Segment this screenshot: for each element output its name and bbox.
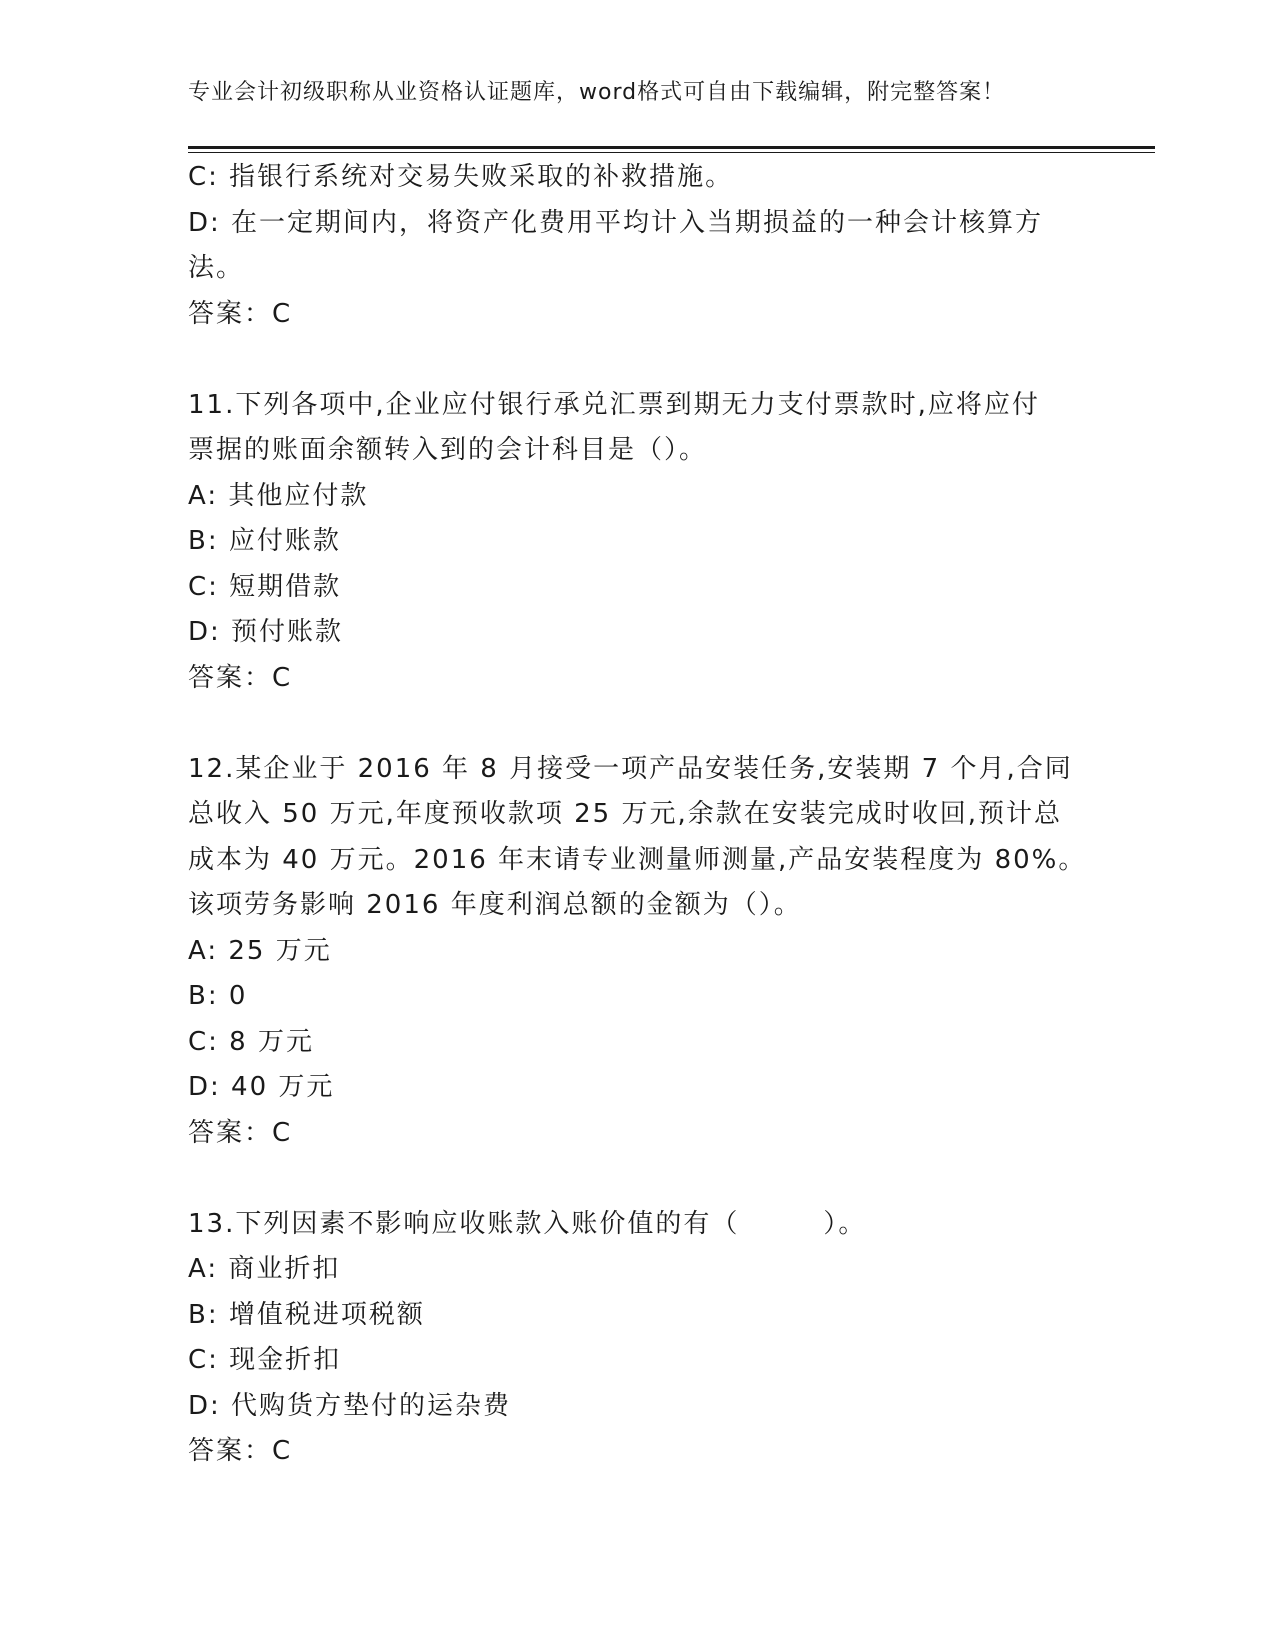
question-stem-line-3: 成本为 40 万元。2016 年末请专业测量师测量,产品安装程度为 80%。	[188, 844, 1087, 875]
document-body	[188, 155, 1088, 1475]
option-a: A: 其他应付款	[188, 480, 369, 511]
answer: 答案：C	[188, 298, 293, 329]
option-a: A: 商业折扣	[188, 1254, 341, 1284]
option-d: D: 代购货方垫付的运杂费	[188, 1390, 512, 1421]
option-c: C: 短期借款	[188, 571, 342, 602]
option-d: D: 预付账款	[188, 617, 344, 647]
question-13	[188, 1202, 1088, 1475]
spacer	[188, 701, 1088, 747]
question-stem-line-4: 该项劳务影响 2016 年度利润总额的金额为（）。	[188, 890, 802, 920]
option-c: C: 现金折扣	[188, 1345, 342, 1375]
question-10-continuation	[188, 155, 1088, 337]
question-12	[188, 747, 1088, 1157]
spacer	[188, 337, 1088, 383]
question-stem-line-1: 11.下列各项中,企业应付银行承兑汇票到期无力支付票款时,应将应付	[188, 389, 1040, 420]
question-11	[188, 383, 1088, 702]
question-stem-line-2: 票据的账面余额转入到的会计科目是（）。	[188, 435, 708, 465]
option-c: C: 指银行系统对交易失败采取的补救措施。	[188, 162, 734, 192]
page-header: 专业会计初级职称从业资格认证题库，word格式可自由下载编辑，附完整答案！	[188, 80, 1006, 105]
option-d-line-1: D: 在一定期间内，将资产化费用平均计入当期损益的一种会计核算方	[188, 207, 1044, 238]
option-b: B: 0	[188, 981, 248, 1011]
option-d-line-2: 法。	[188, 253, 245, 283]
answer: 答案：C	[188, 1436, 293, 1466]
answer: 答案：C	[188, 662, 293, 693]
spacer	[188, 1156, 1088, 1202]
header-rule-thick	[188, 146, 1155, 149]
question-stem-line-1: 13.下列因素不影响应收账款入账价值的有（ ）。	[188, 1208, 867, 1239]
option-d: D: 40 万元	[188, 1072, 335, 1102]
answer: 答案：C	[188, 1117, 293, 1148]
question-stem-line-2: 总收入 50 万元,年度预收款项 25 万元,余款在安装完成时收回,预计总	[188, 799, 1063, 829]
option-c: C: 8 万元	[188, 1026, 314, 1057]
option-b: B: 增值税进项税额	[188, 1299, 425, 1330]
option-a: A: 25 万元	[188, 935, 332, 966]
header-rule-thin	[188, 152, 1155, 153]
question-stem-line-1: 12.某企业于 2016 年 8 月接受一项产品安装任务,安装期 7 个月,合同	[188, 753, 1073, 784]
option-b: B: 应付账款	[188, 526, 341, 556]
